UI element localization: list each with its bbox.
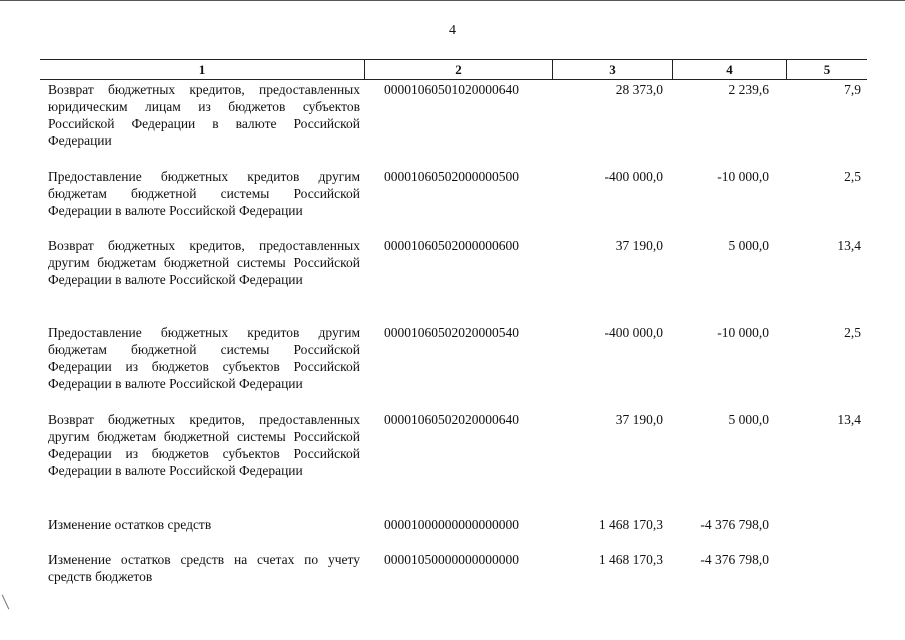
row-name: Предоставление бюджетных кредитов другим бюджетам бюджетной системы Российской Федерации в валюте Российской Федерации xyxy=(48,169,360,218)
row-col5: 2,5 xyxy=(844,169,861,184)
row-name: Изменение остатков средств xyxy=(48,517,212,532)
page-number: 4 xyxy=(449,23,456,38)
row-col4: -4 376 798,0 xyxy=(700,552,769,567)
row-col4: 5 000,0 xyxy=(728,412,769,427)
header-col-1: 1 xyxy=(40,60,365,79)
page-top-border xyxy=(0,0,905,1)
row-name: Возврат бюджетных кредитов, предоставленных другим бюджетам бюджетной системы Российской Федерации из бюджетов субъектов Российской Федерации в валюте Российской Федерации xyxy=(48,412,360,478)
table-header xyxy=(40,59,867,80)
header-col-2: 2 xyxy=(365,60,553,79)
row-col4: -4 376 798,0 xyxy=(700,517,769,532)
row-col4: -10 000,0 xyxy=(717,325,769,340)
row-name: Изменение остатков средств на счетах по учету средств бюджетов xyxy=(48,552,360,584)
row-col4: -10 000,0 xyxy=(717,169,769,184)
row-code: 00001060502000000600 xyxy=(384,238,519,253)
row-col3: 1 468 170,3 xyxy=(598,517,663,532)
row-col5: 2,5 xyxy=(844,325,861,340)
row-code: 00001000000000000000 xyxy=(384,517,519,532)
row-col5: 13,4 xyxy=(837,412,861,427)
header-col-5: 5 xyxy=(823,62,831,77)
row-col3: -400 000,0 xyxy=(604,169,663,184)
row-code: 00001050000000000000 xyxy=(384,552,519,567)
row-col3: 28 373,0 xyxy=(615,82,663,97)
row-col4: 5 000,0 xyxy=(728,238,769,253)
row-col4: 2 239,6 xyxy=(728,82,769,97)
row-name: Возврат бюджетных кредитов, предоставленных юридическим лицам из бюджетов субъектов Российской Федерации в валюте Российской Федерации xyxy=(48,82,360,148)
row-col3: 37 190,0 xyxy=(615,238,663,253)
row-code: 00001060502000000500 xyxy=(384,169,519,184)
row-code: 00001060501020000640 xyxy=(384,82,519,97)
row-col3: -400 000,0 xyxy=(604,325,663,340)
header-col-3: 3 xyxy=(553,60,673,79)
row-name: Предоставление бюджетных кредитов другим бюджетам бюджетной системы Российской Федерации из бюджетов субъектов Российской Федерации в валюте Российской Федерации xyxy=(48,325,360,391)
row-code: 00001060502020000540 xyxy=(384,325,519,340)
header-col-4: 4 xyxy=(673,60,787,79)
row-col3: 37 190,0 xyxy=(615,412,663,427)
row-name: Возврат бюджетных кредитов, предоставленных другим бюджетам бюджетной системы Российской Федерации в валюте Российской Федерации xyxy=(48,238,360,287)
row-code: 00001060502020000640 xyxy=(384,412,519,427)
row-col5: 13,4 xyxy=(837,238,861,253)
row-col5: 7,9 xyxy=(844,82,861,97)
row-col3: 1 468 170,3 xyxy=(598,552,663,567)
scan-mark xyxy=(2,595,10,610)
